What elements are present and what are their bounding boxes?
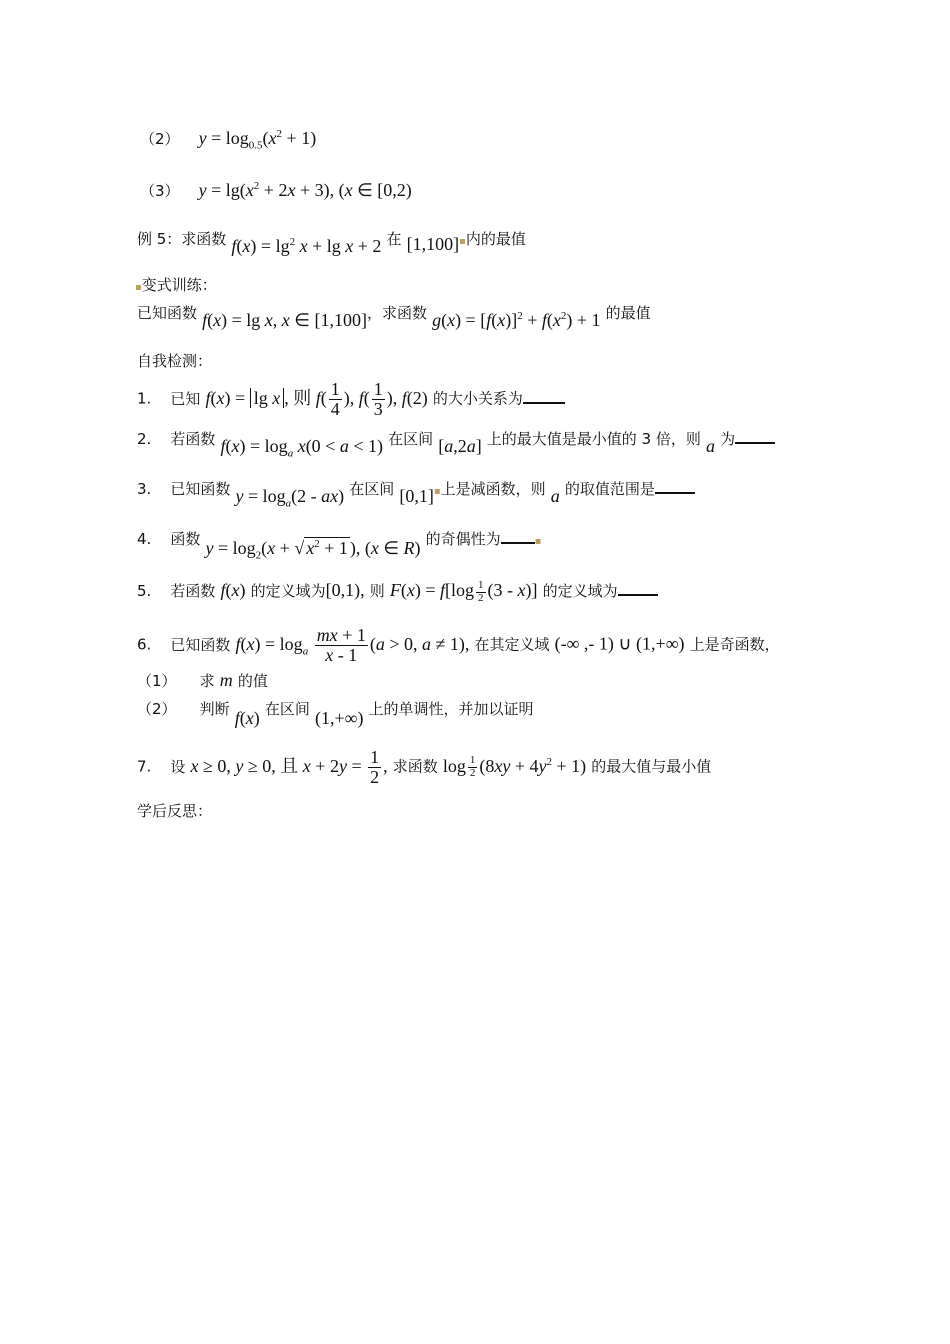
q4-pre: 函数: [170, 530, 201, 548]
q3-num: 3.: [137, 480, 152, 498]
q7-num: 7.: [137, 757, 152, 776]
q6-sub1-text: 求: [199, 672, 215, 690]
q7-condition: x ≥ 0, y ≥ 0, 且 x + 2y = $\frac{1}{2}$ ,: [190, 747, 388, 787]
q6-mid: 在其定义域: [474, 635, 550, 654]
q3-answer-blank[interactable]: [655, 478, 695, 494]
example-5-label: 例 5：求函数: [137, 230, 227, 248]
part-3: [140, 180, 412, 201]
selfcheck-title: 自我检测：: [137, 352, 213, 370]
part-3-formula: $y = \lg(x^2 + 2x + 3)$, (x ∈ [0,2): [198, 180, 412, 200]
part-2-label: （2）: [140, 130, 180, 148]
q2-var: a: [705, 436, 715, 456]
q6-sub2-mid: 在区间: [264, 700, 310, 718]
variant-formula-2: $g(x) = [f(x)]^2 + f(x^2) + 1$: [432, 310, 601, 330]
question-6: [137, 626, 780, 665]
question-6-part-1: [137, 670, 268, 691]
q4-answer-blank[interactable]: [501, 528, 535, 544]
q5-num: 5.: [137, 582, 152, 601]
variant-pre: 已知函数: [137, 304, 198, 322]
q3-tail-1: 上是减函数，则: [440, 480, 546, 498]
q6-formula: $f(x) = \log_a$ $\frac{mx + 1}{x - 1}$ (a > 0, a ≠ 1),: [235, 625, 470, 665]
q4-num: 4.: [137, 530, 152, 548]
q5-pre: 若函数: [170, 582, 216, 601]
example-5-interval: [1,100]: [406, 234, 460, 254]
q6-domain: (-∞ ,- 1) ∪ (1,+∞): [554, 633, 685, 654]
q1-answer-blank[interactable]: [523, 388, 565, 404]
q3-interval: [0,1]: [399, 486, 434, 506]
q3-pre: 已知函数: [170, 480, 231, 498]
q1-num: 1.: [137, 389, 152, 408]
question-5: [137, 580, 658, 604]
q7-formula: log $\frac{1}{2}$ $(8xy + 4y^2 + 1)$: [442, 754, 587, 779]
q6-sub2-label: （2）: [137, 700, 177, 718]
q5-domain: [0,1),: [325, 580, 365, 601]
q3-mid: 在区间: [349, 480, 395, 498]
q2-pre: 若函数: [170, 430, 216, 448]
q4-tail: 的奇偶性为: [425, 530, 501, 548]
q5-f: f(x): [220, 580, 246, 601]
q7-tail: 的最大值与最小值: [591, 757, 712, 776]
example-5-formula: $f(x) = \lg^2 x + \lg x + 2$: [231, 236, 382, 256]
q1-formula: f(x) = lg x , 则 f( $\frac{1}{4}$ ), f( $\frac{1}{3}$ ), f(2): [205, 379, 428, 419]
q2-interval: [a,2a]: [438, 436, 482, 456]
variant-title: ▪变式训练：: [135, 276, 217, 294]
q3-var: a: [550, 486, 560, 506]
variant-problem: [137, 302, 651, 330]
part-3-label: （3）: [140, 182, 180, 200]
example-5-middle: 在: [386, 230, 402, 248]
q6-tail: 上是奇函数，: [689, 635, 780, 654]
q5-then: 则: [369, 582, 385, 601]
question-2: [137, 428, 775, 460]
q6-num: 6.: [137, 635, 152, 654]
question-1: [137, 380, 565, 419]
reflection-title: 学后反思：: [137, 802, 213, 820]
question-4: 4. 函数 $y = \log_2(x$ + √ $x^2 + 1$ ), (x ∈ R) 的奇偶性为 ▪: [137, 530, 542, 562]
part-2: [140, 128, 316, 152]
q7-pre: 设: [170, 757, 186, 776]
q6-sub2-tail: 上的单调性，并加以证明: [368, 700, 534, 718]
q5-tail: 的定义域为: [542, 582, 618, 601]
example-5: 例 5：求函数 $f(x) = \lg^2 x + \lg x + 2$ 在 [1,100]▪内的最值: [137, 230, 526, 256]
q1-pre: 已知: [170, 389, 201, 408]
q2-tail-1: 上的最大值是最小值的 3 倍，则: [486, 430, 701, 448]
example-5-tail: 内的最值: [465, 230, 526, 248]
variant-tail: 的最值: [605, 304, 651, 322]
q3-tail-2: 的取值范围是: [564, 480, 655, 498]
variant-formula-1: f(x) = lg x, x ∈ [1,100]: [202, 310, 367, 330]
question-6-part-2: [137, 698, 534, 728]
q6-sub1-var: m: [219, 670, 233, 690]
question-3: 3. 已知函数 $y = \log_a(2 - ax)$ 在区间 [0,1]▪上是减函数，则 a 的取值范围是: [137, 478, 695, 502]
q5-answer-blank[interactable]: [618, 580, 658, 596]
variant-comma: ，求函数: [366, 304, 427, 322]
q6-sub2-f: f(x): [234, 708, 260, 728]
q6-sub2-interval: (1,+∞): [314, 708, 364, 728]
q3-formula: $y = \log_a(2 - ax)$: [235, 486, 345, 510]
q7-mid: 求函数: [392, 757, 438, 776]
q6-pre: 已知函数: [170, 635, 231, 654]
variant-title-text: 变式训练：: [141, 276, 217, 294]
q2-formula: $f(x) = \log_a x(0 < a < 1)$: [220, 436, 383, 460]
part-2-formula: $y = \log_{0.5}(x^2 + 1)$: [198, 128, 317, 152]
q4-formula: $y = \log_2(x$ + √ $x^2 + 1$ ), (x ∈ R): [205, 538, 421, 562]
q2-mid: 在区间: [388, 430, 434, 448]
question-7: [137, 748, 711, 787]
q6-sub2-text: 判断: [199, 700, 230, 718]
q5-formula: F(x) = f[log $\frac{1}{2}$ (3 - x)]: [389, 579, 538, 604]
q1-tail: 的大小关系为: [432, 389, 523, 408]
q5-mid: 的定义域为: [250, 582, 326, 601]
q2-answer-blank[interactable]: [735, 428, 775, 444]
q6-sub1-tail: 的值: [237, 672, 268, 690]
q2-tail-2: 为: [720, 430, 736, 448]
q2-num: 2.: [137, 430, 152, 448]
q6-sub1-label: （1）: [137, 672, 177, 690]
